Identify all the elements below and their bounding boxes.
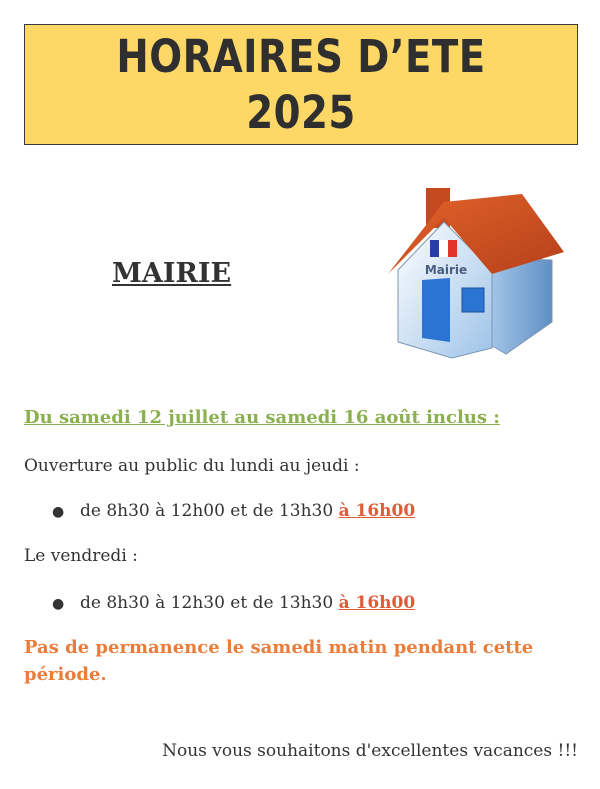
weekday-hours-item [52, 501, 415, 521]
title-line-1: HORAIRES D’ETE [116, 30, 486, 83]
mairie-heading: MAIRIE [112, 258, 232, 289]
town-hall-house-icon [382, 182, 568, 360]
period-dates: Du samedi 12 juillet au samedi 16 août inclus : [24, 407, 500, 428]
friday-hours-end: à 16h00 [338, 593, 416, 613]
bullet-dot: ● [52, 504, 65, 520]
closing-message: Nous vous souhaitons d'excellentes vacances !!! [162, 741, 578, 761]
friday-hours-text: de 8h30 à 12h30 et de 13h30 [80, 593, 334, 613]
weekday-hours-end: à 16h00 [338, 501, 416, 521]
friday-intro: Le vendredi : [24, 546, 138, 566]
weekday-hours-text: de 8h30 à 12h00 et de 13h30 [80, 501, 334, 521]
window [462, 288, 484, 312]
weekday-intro: Ouverture au public du lundi au jeudi : [24, 456, 360, 476]
french-flag-icon [430, 240, 457, 257]
friday-hours-item [52, 593, 415, 613]
house-sign-label: Mairie [424, 263, 468, 277]
title-line-2: 2025 [246, 86, 356, 139]
title-banner [24, 24, 578, 145]
door [422, 278, 450, 342]
saturday-notice: Pas de permanence le samedi matin pendant cette période. [24, 637, 534, 685]
bullet-dot: ● [52, 596, 65, 612]
